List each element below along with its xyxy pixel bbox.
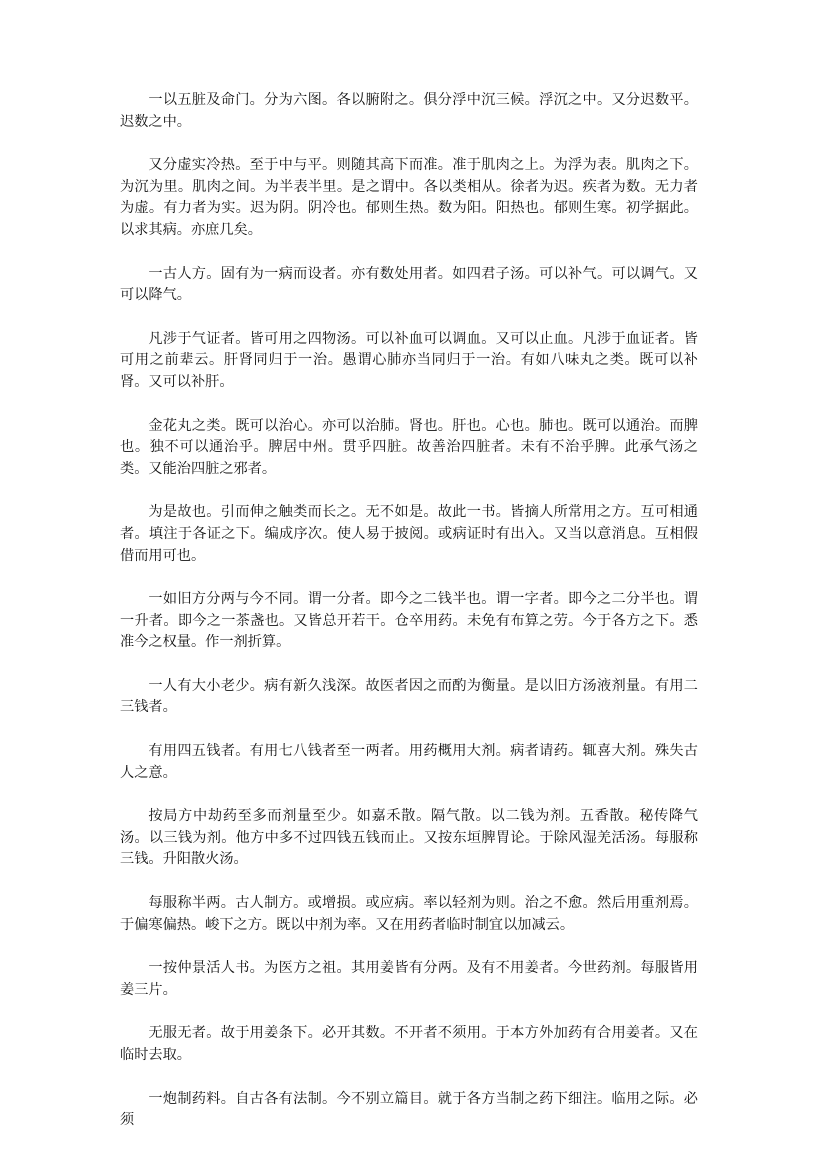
paragraph: 一如旧方分两与今不同。谓一分者。即今之二钱半也。谓一字者。即今之二分半也。谓一升者。即今之一茶盏也。又皆总开若干。仓卒用药。未免有布算之劳。今于各方之下。悉准今之权量。作一剂折算。 xyxy=(120,591,698,651)
paragraph: 又分虚实冷热。至于中与平。则随其高下而准。准于肌肉之上。为浮为表。肌肉之下。为沉为里。肌肉之间。为半表半里。是之谓中。各以类相从。徐者为迟。疾者为数。无力者为虚。有力者为实。迟为阴。阴冷也。郁则生热。数为阳。阳热也。郁则生寒。初学据此。以求其病。亦庶几矣。 xyxy=(120,157,698,238)
paragraph: 凡涉于气证者。皆可用之四物汤。可以补血可以调血。又可以止血。凡涉于血证者。皆可用之前辈云。肝肾同归于一治。愚谓心肺亦当同归于一治。有如八味丸之类。既可以补肾。又可以补肝。 xyxy=(120,330,698,390)
paragraph: 一按仲景活人书。为医方之祖。其用姜皆有分两。及有不用姜者。今世药剂。每服皆用姜三片。 xyxy=(120,960,698,998)
paragraph: 一古人方。固有为一病而设者。亦有数处用者。如四君子汤。可以补气。可以调气。又可以降气。 xyxy=(120,265,698,304)
paragraph: 有用四五钱者。有用七八钱者至一两者。用药概用大剂。病者请药。辄喜大剂。殊失古人之意。 xyxy=(120,743,698,781)
paragraph: 为是故也。引而伸之触类而长之。无不如是。故此一书。皆摘人所常用之方。互可相通者。填注于各证之下。编成序次。使人易于披阅。或病证时有出入。又当以意消息。互相假借而用可也。 xyxy=(120,504,698,564)
paragraph: 无服无者。故于用姜条下。必开其数。不开者不须用。于本方外加药有合用姜者。又在临时去取。 xyxy=(120,1025,698,1063)
paragraph: 一人有大小老少。病有新久浅深。故医者因之而酌为衡量。是以旧方汤液剂量。有用二三钱者。 xyxy=(120,677,698,716)
paragraph: 按局方中劫药至多而剂量至少。如嘉禾散。隔气散。以二钱为剂。五香散。秘传降气汤。以三钱为剂。他方中多不过四钱五钱而止。又按东垣脾胃论。于除风湿羌活汤。每服称三钱。升阳散火汤。 xyxy=(120,808,698,868)
document-body xyxy=(120,90,698,1154)
paragraph: 一以五脏及命门。分为六图。各以腑附之。俱分浮中沉三候。浮沉之中。又分迟数平。迟数之中。 xyxy=(120,92,698,130)
paragraph: 金花丸之类。既可以治心。亦可以治肺。肾也。肝也。心也。肺也。既可以通治。而脾也。独不可以通治乎。脾居中州。贯乎四脏。故善治四脏者。未有不治乎脾。此承气汤之类。又能治四脏之邪者。 xyxy=(120,417,698,477)
paragraph: 一炮制药料。自古各有法制。今不别立篇目。就于各方当制之药下细注。临用之际。必须 xyxy=(120,1090,698,1129)
paragraph: 每服称半两。古人制方。或增损。或应病。率以轻剂为则。治之不愈。然后用重剂焉。于偏寒偏热。峻下之方。既以中剂为率。又在用药者临时制宜以加减云。 xyxy=(120,895,698,933)
